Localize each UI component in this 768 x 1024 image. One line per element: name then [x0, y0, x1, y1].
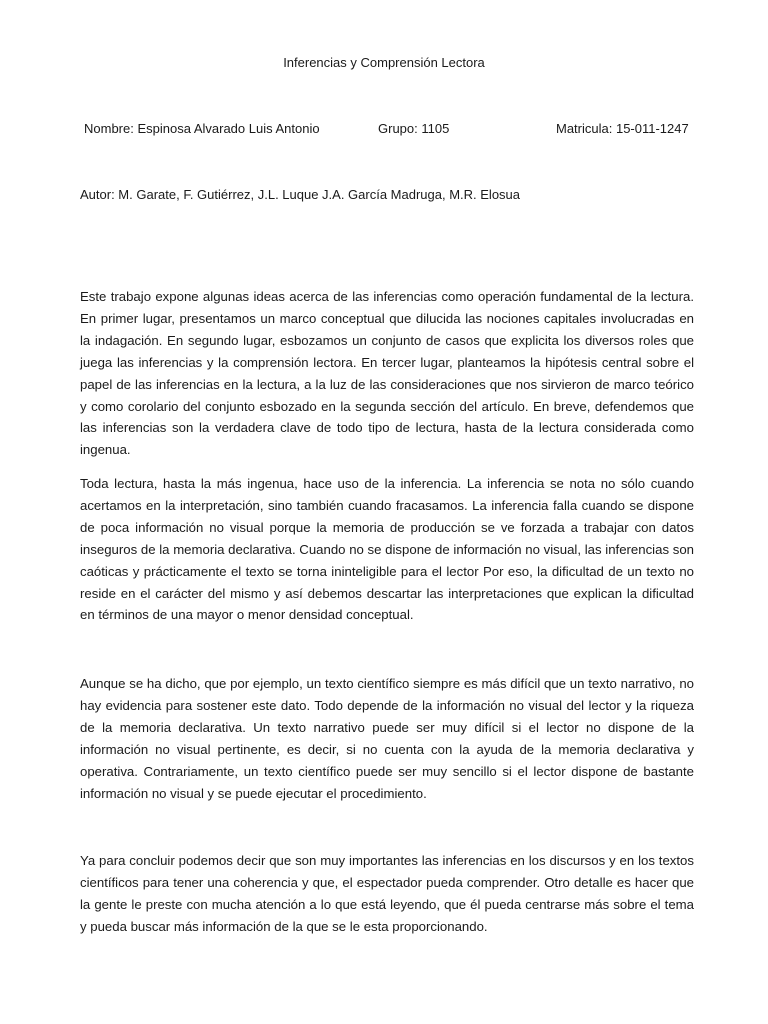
paragraph-1: Este trabajo expone algunas ideas acerca de las inferencias como operación fundamental de la lectura. En primer lugar, presentamos un marco conceptual que dilucida las nociones capitales involucradas en la indagación. En segundo lugar, esbozamos un conjunto de casos que explicita los diversos roles que juega las inferencias y la comprensión lectora. En tercer lugar, planteamos la hipótesis central sobre el papel de las inferencias en la lectura, a la luz de las consideraciones que nos sirvieron de marco teórico y como corolario del conjunto esbozado en la segunda sección del artículo. En breve, defendemos que las inferencias son la verdadera clave de todo tipo de lectura, hasta de la lectura considerada como ingenua.: [80, 289, 694, 458]
document-title: Inferencias y Comprensión Lectora: [283, 55, 485, 70]
paragraph-3: Aunque se ha dicho, que por ejemplo, un texto científico siempre es más difícil que un texto narrativo, no hay evidencia para sostener este dato. Todo depende de la información no visual del lector y la riqueza de la memoria declarativa. Un texto narrativo puede ser muy difícil si el lector no dispone de la información no visual pertinente, es decir, si no cuenta con la ayuda de la memoria declarativa y operativa. Contrariamente, un texto científico puede ser muy sencillo si el lector dispone de bastante información no visual y se puede ejecutar el procedimiento.: [80, 676, 694, 801]
student-info-row: [84, 121, 704, 139]
paragraph-4: Ya para concluir podemos decir que son muy importantes las inferencias en los discursos y en los textos científicos para tener una coherencia y que, el espectador pueda comprender. Otro detalle es hacer que la gente le preste con mucha atención a lo que está leyendo, que él pueda centrarse más sobre el tema y pueda buscar más información de la que se le esta proporcionando.: [80, 853, 694, 934]
paragraph-2: Toda lectura, hasta la más ingenua, hace uso de la inferencia. La inferencia se nota no sólo cuando acertamos en la interpretación, sino también cuando fracasamos. La inferencia falla cuando se dispone de poca información no visual porque la memoria de producción se ve forzada a trabajar con datos inseguros de la memoria declarativa. Cuando no se dispone de información no visual, las inferencias son caóticas y prácticamente el texto se torna ininteligible para el lector Por eso, la dificultad de un texto no reside en el carácter del mismo y así debemos descartar las interpretaciones que explican la dificultad en términos de una mayor o menor densidad conceptual.: [80, 476, 694, 623]
student-group: Grupo: 1105: [378, 121, 450, 136]
student-enrollment: Matricula: 15-011-1247: [556, 121, 689, 136]
student-name: Nombre: Espinosa Alvarado Luis Antonio: [84, 121, 320, 136]
authors-line: Autor: M. Garate, F. Gutiérrez, J.L. Luque J.A. García Madruga, M.R. Elosua: [80, 187, 521, 202]
